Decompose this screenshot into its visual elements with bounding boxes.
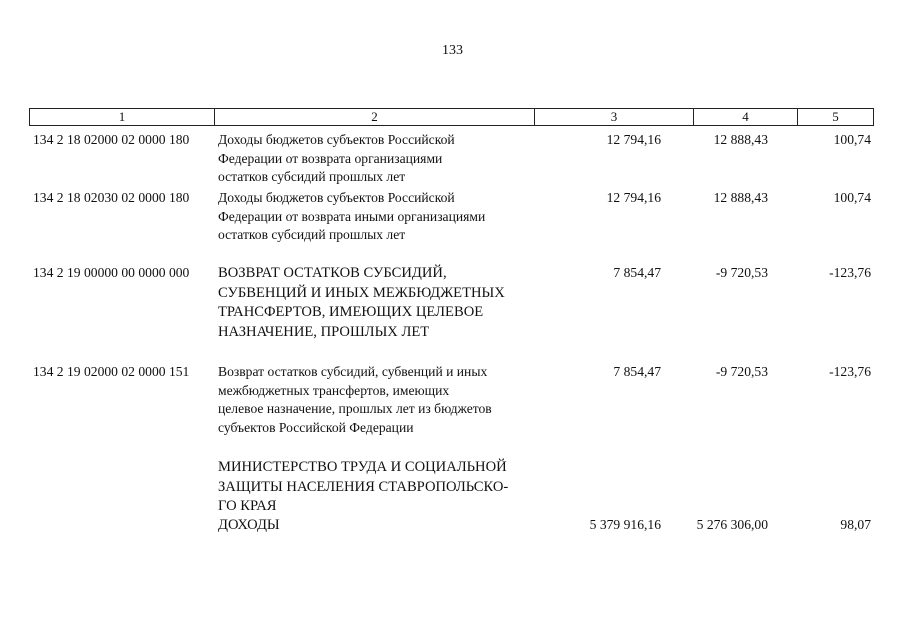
column-header-1: 1 xyxy=(30,109,215,125)
ministry-title xyxy=(218,458,548,517)
income-label: ДОХОДЫ xyxy=(218,517,280,533)
description-line: субъектов Российской Федерации xyxy=(218,419,414,435)
income-col4: 5 276 306,00 xyxy=(696,517,768,532)
value-col4: -9 720,53 xyxy=(715,364,768,379)
value-col5: 100,74 xyxy=(833,190,871,205)
budget-code: 134 2 19 02000 02 0000 151 xyxy=(33,364,190,379)
description-line: НАЗНАЧЕНИЕ, ПРОШЛЫХ ЛЕТ xyxy=(218,323,430,340)
ministry-title-line: МИНИСТЕРСТВО ТРУДА И СОЦИАЛЬНОЙ xyxy=(218,459,507,475)
value-col5: -123,76 xyxy=(829,265,871,280)
description-line: Доходы бюджетов субъектов Российской xyxy=(218,190,455,205)
description-line: ТРАНСФЕРТОВ, ИМЕЮЩИХ ЦЕЛЕВОЕ xyxy=(218,304,484,321)
budget-code: 134 2 18 02000 02 0000 180 xyxy=(33,132,190,147)
income-col5: 98,07 xyxy=(840,517,871,532)
description-line: остатков субсидий прошлых лет xyxy=(218,227,406,243)
column-header-5: 5 xyxy=(832,109,839,124)
description-line: Возврат остатков субсидий, субвенций и иных xyxy=(218,364,488,379)
table-header xyxy=(29,108,874,126)
ministry-title-line: ЗАЩИТЫ НАСЕЛЕНИЯ СТАВРОПОЛЬСКО- xyxy=(218,478,509,495)
description-line: Федерации от возврата иными организациями xyxy=(218,208,486,224)
column-header-2: 2 xyxy=(215,109,535,125)
page-number: 133 xyxy=(442,43,463,58)
description-line: ВОЗВРАТ ОСТАТКОВ СУБСИДИЙ, xyxy=(218,265,447,281)
value-col3: 12 794,16 xyxy=(606,132,661,147)
value-col5: 100,74 xyxy=(833,132,871,147)
value-col4: 12 888,43 xyxy=(713,190,768,205)
description-line: целевое назначение, прошлых лет из бюджетов xyxy=(218,401,492,417)
income-col3: 5 379 916,16 xyxy=(589,517,661,532)
value-col5: -123,76 xyxy=(829,364,871,379)
value-col4: 12 888,43 xyxy=(713,132,768,147)
description-line: Доходы бюджетов субъектов Российской xyxy=(218,132,455,147)
description-line: СУБВЕНЦИЙ И ИНЫХ МЕЖБЮДЖЕТНЫХ xyxy=(218,284,505,301)
column-header-3: 3 xyxy=(535,109,694,125)
budget-code: 134 2 18 02030 02 0000 180 xyxy=(33,190,190,205)
ministry-title-line: ГО КРАЯ xyxy=(218,498,277,515)
description-line: межбюджетных трансфертов, имеющих xyxy=(218,382,450,398)
row-description xyxy=(218,264,548,342)
description-line: остатков субсидий прошлых лет xyxy=(218,169,406,185)
value-col3: 12 794,16 xyxy=(606,190,661,205)
value-col3: 7 854,47 xyxy=(613,265,661,280)
column-header-4: 4 xyxy=(694,109,798,125)
row-description xyxy=(218,189,548,245)
row-description xyxy=(218,363,548,437)
budget-code: 134 2 19 00000 00 0000 000 xyxy=(33,265,190,280)
value-col3: 7 854,47 xyxy=(613,364,661,379)
description-line: Федерации от возврата организациями xyxy=(218,150,443,166)
value-col4: -9 720,53 xyxy=(715,265,768,280)
row-description xyxy=(218,131,548,187)
